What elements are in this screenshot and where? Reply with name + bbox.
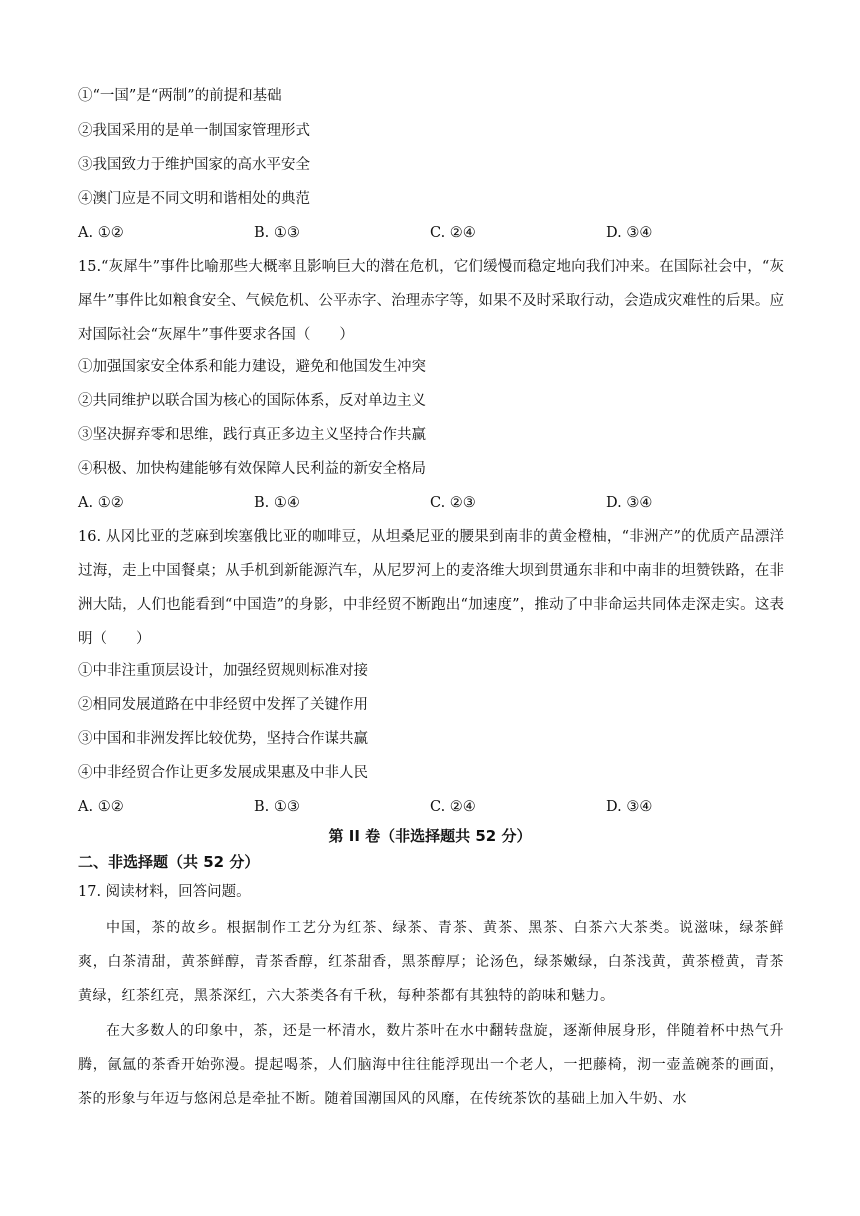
q15-statement-4: ④积极、加快构建能够有效保障人民利益的新安全格局 bbox=[78, 461, 426, 477]
q16-statement-4: ④中非经贸合作让更多发展成果惠及中非人民 bbox=[78, 765, 368, 781]
volume-2-title: 第 II 卷（非选择题共 52 分） bbox=[328, 827, 532, 845]
q16-option-c[interactable]: C. ②④ bbox=[430, 799, 476, 815]
q14-options bbox=[78, 223, 784, 243]
q15-statement-3: ③坚决摒弃零和思维，践行真正多边主义坚持合作共赢 bbox=[78, 427, 426, 443]
q14-statement-1: ①“一国”是“两制”的前提和基础 bbox=[78, 88, 282, 104]
q16-options bbox=[78, 797, 784, 817]
q17-stem: 17. 阅读材料，回答问题。 bbox=[78, 884, 251, 900]
q15-option-a[interactable]: A. ①② bbox=[78, 495, 124, 511]
q15-statement-1: ①加强国家安全体系和能力建设，避免和他国发生冲突 bbox=[78, 359, 426, 375]
q17-material-paragraph-1: 中国，茶的故乡。根据制作工艺分为红茶、绿茶、青茶、黄茶、黑茶、白茶六大茶类。说滋味，绿茶鲜爽，白茶清甜，黄茶鲜醇，青茶香醇，红茶甜香，黑茶醇厚；论汤色，绿茶嫩绿，白茶浅黄，黄茶橙黄，青茶黄绿，红茶红亮，黑茶深红，六大茶类各有千秋，每种茶都有其独特的韵味和魅力。 bbox=[78, 920, 784, 1004]
q17-material-paragraph-2: 在大多数人的印象中，茶，还是一杯清水，数片茶叶在水中翻转盘旋，逐渐伸展身形，伴随着杯中热气升腾，氤氲的茶香开始弥漫。提起喝茶，人们脑海中往往能浮现出一个老人，一把藤椅，沏一壶盖碗茶的画面，茶的形象与年迈与悠闲总是牵扯不断。随着国潮国风的风靡，在传统茶饮的基础上加入牛奶、水 bbox=[78, 1023, 784, 1107]
q15-option-d[interactable]: D. ③④ bbox=[606, 495, 653, 511]
section-2-title: 二、非选择题（共 52 分） bbox=[78, 853, 260, 871]
q16-option-d[interactable]: D. ③④ bbox=[606, 799, 653, 815]
q14-statement-3: ③我国致力于维护国家的高水平安全 bbox=[78, 157, 310, 173]
q15-option-c[interactable]: C. ②③ bbox=[430, 495, 476, 511]
q16-statement-1: ①中非注重顶层设计，加强经贸规则标准对接 bbox=[78, 663, 368, 679]
q15-stem: 15.“灰犀牛”事件比喻那些大概率且影响巨大的潜在危机，它们缓慢而稳定地向我们冲来。在国际社会中，“灰犀牛”事件比如粮食安全、气候危机、公平赤字、治理赤字等，如果不及时采取行动，会造成灾难性的后果。应对国际社会“灰犀牛”事件要求各国（ ） bbox=[78, 259, 784, 343]
q16-option-b[interactable]: B. ①③ bbox=[254, 799, 300, 815]
q15-options bbox=[78, 493, 784, 513]
q14-option-c[interactable]: C. ②④ bbox=[430, 225, 476, 241]
q16-stem: 16. 从冈比亚的芝麻到埃塞俄比亚的咖啡豆，从坦桑尼亚的腰果到南非的黄金橙柚，“非洲产”的优质产品漂洋过海，走上中国餐桌；从手机到新能源汽车，从尼罗河上的麦洛维大坝到贯通东非和中南非的坦赞铁路，在非洲大陆，人们也能看到“中国造”的身影，中非经贸不断跑出“加速度”，推动了中非命运共同体走深走实。这表明（ ） bbox=[78, 529, 784, 647]
q16-statement-2: ②相同发展道路在中非经贸中发挥了关键作用 bbox=[78, 697, 368, 713]
q14-option-a[interactable]: A. ①② bbox=[78, 225, 124, 241]
q16-option-a[interactable]: A. ①② bbox=[78, 799, 124, 815]
q14-statement-2: ②我国采用的是单一制国家管理形式 bbox=[78, 123, 310, 139]
q16-statement-3: ③中国和非洲发挥比较优势，坚持合作谋共赢 bbox=[78, 731, 368, 747]
q14-statement-4: ④澳门应是不同文明和谐相处的典范 bbox=[78, 191, 310, 207]
q14-option-b[interactable]: B. ①③ bbox=[254, 225, 300, 241]
q15-option-b[interactable]: B. ①④ bbox=[254, 495, 300, 511]
q15-statement-2: ②共同维护以联合国为核心的国际体系，反对单边主义 bbox=[78, 393, 426, 409]
q14-option-d[interactable]: D. ③④ bbox=[606, 225, 653, 241]
